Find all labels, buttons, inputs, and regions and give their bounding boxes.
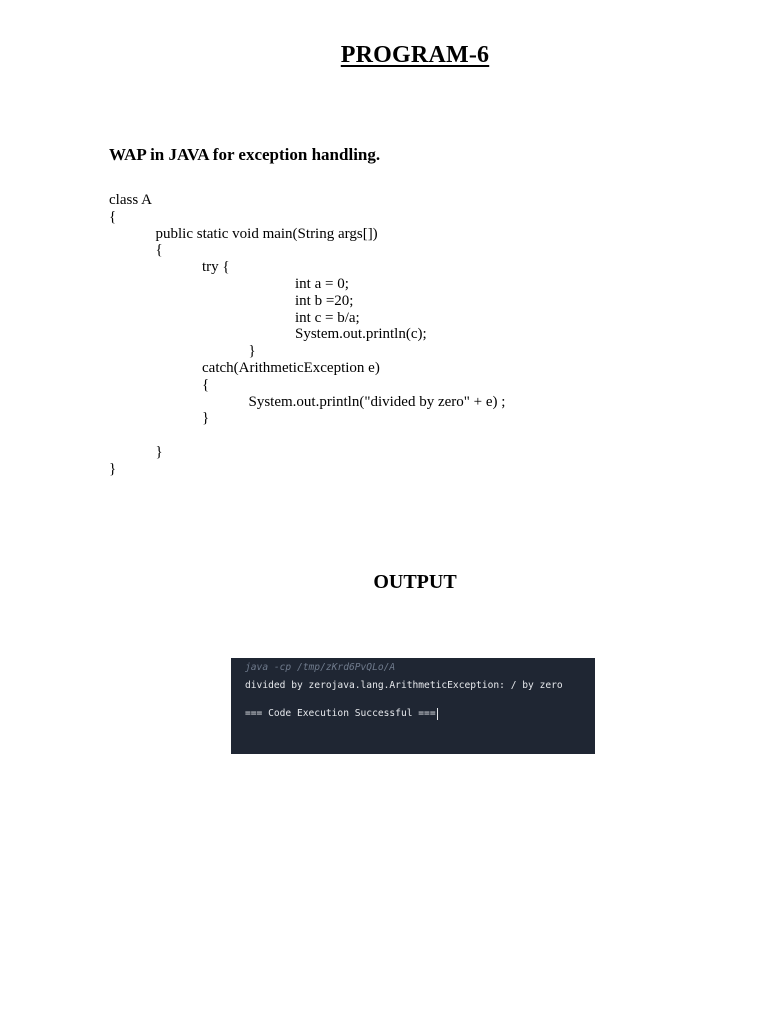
console-blank-line <box>245 693 595 707</box>
code-line: catch(ArithmeticException e) <box>202 359 380 376</box>
page-title: PROGRAM-6 <box>340 42 490 68</box>
console-status-line <box>245 707 595 721</box>
console-output-line: divided by zerojava.lang.ArithmeticException: / by zero <box>245 680 563 691</box>
output-heading: OUTPUT <box>373 571 457 593</box>
code-line: } <box>109 460 117 477</box>
code-line: } <box>155 443 163 460</box>
code-line: { <box>202 376 210 393</box>
code-line: int b =20; <box>295 292 354 309</box>
code-line: int a = 0; <box>295 275 349 292</box>
code-line: public static void main(String args[]) <box>155 225 378 242</box>
code-line: { <box>109 208 117 225</box>
code-listing <box>109 192 505 478</box>
console-command-line: java -cp /tmp/zKrd6PvQLo/A <box>245 662 396 673</box>
console-status-text: === Code Execution Successful === <box>245 708 436 719</box>
code-line: try { <box>202 259 230 276</box>
text-cursor-icon <box>437 708 438 720</box>
code-line: { <box>155 242 163 259</box>
code-line: } <box>202 410 210 427</box>
code-line: } <box>248 343 256 360</box>
code-line <box>109 427 505 444</box>
code-line: class A <box>109 192 152 208</box>
console-output-screenshot <box>231 658 595 754</box>
question-text: WAP in JAVA for exception handling. <box>109 145 381 164</box>
code-line: System.out.println("divided by zero" + e) ; <box>248 393 506 410</box>
code-line: System.out.println(c); <box>295 326 427 343</box>
code-line: int c = b/a; <box>295 309 360 326</box>
